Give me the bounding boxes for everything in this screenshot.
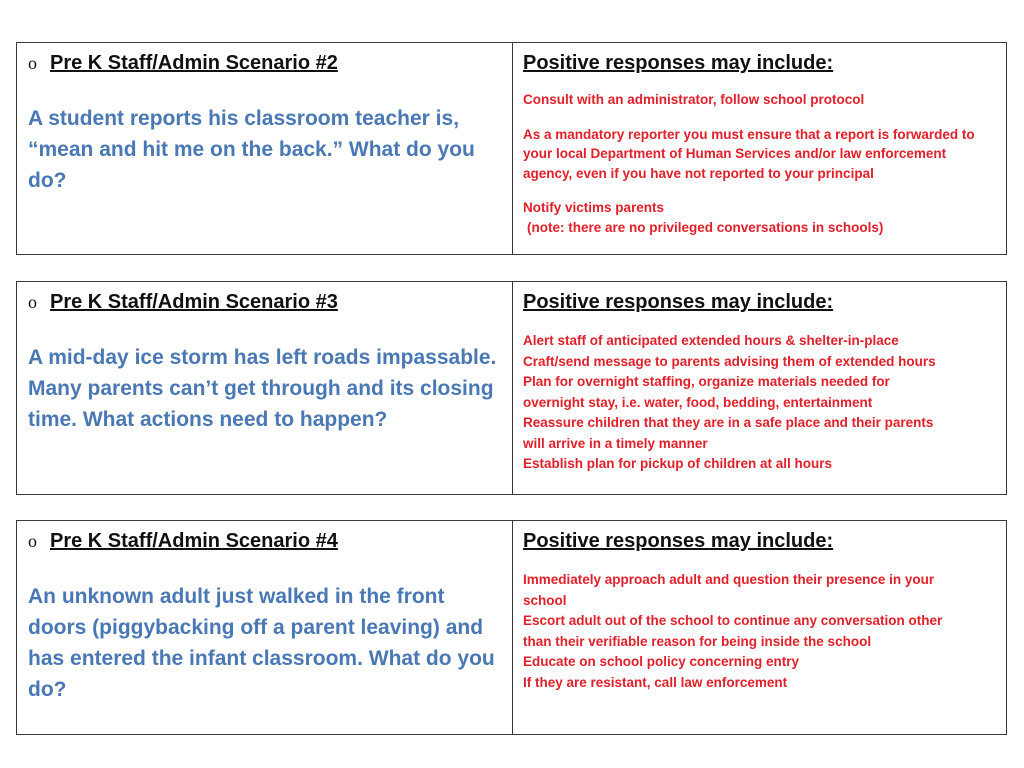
scenario-heading	[28, 52, 502, 75]
responses-panel	[513, 282, 1006, 494]
response-line: Immediately approach adult and question their presence in your	[523, 572, 935, 587]
response-line: your local Department of Human Services and/or law enforcement	[523, 146, 947, 161]
scenario-heading	[28, 291, 502, 314]
response-line: If they are resistant, call law enforcement	[523, 674, 788, 690]
scenario-title: Pre K Staff/Admin Scenario #2	[50, 52, 338, 74]
response-line: Escort adult out of the school to continue any conversation other	[523, 613, 943, 628]
scenario-title: Pre K Staff/Admin Scenario #4	[50, 530, 338, 552]
responses-panel	[513, 43, 1006, 254]
scenario-heading	[28, 530, 502, 553]
responses-title: Positive responses may include:	[523, 52, 834, 74]
bullet-icon: o	[28, 531, 37, 551]
responses-panel	[513, 521, 1006, 734]
responses-list	[523, 331, 996, 475]
scenario-question-panel	[17, 282, 513, 494]
response-line: Consult with an administrator, follow school protocol	[523, 92, 865, 107]
scenario-question: An unknown adult just walked in the front doors (piggybacking off a parent leaving) and has entered the infant classroom. What do you do?	[28, 585, 495, 701]
response-line: Alert staff of anticipated extended hours & shelter-in-place	[523, 333, 899, 348]
response-line: than their verifiable reason for being inside the school	[523, 633, 872, 649]
scenario-card-3	[16, 281, 1007, 495]
scenario-card-2	[16, 42, 1007, 255]
responses-list	[523, 90, 996, 237]
response-line: will arrive in a timely manner	[523, 435, 708, 451]
responses-list	[523, 570, 996, 693]
scenario-question: A mid-day ice storm has left roads impassable. Many parents can’t get through and its closing time. What actions need to happen?	[28, 346, 497, 431]
response-line: Reassure children that they are in a safe place and their parents	[523, 415, 934, 430]
response-line: (note: there are no privileged conversations in schools)	[527, 219, 884, 235]
scenario-question-panel	[17, 43, 513, 254]
response-line: school	[523, 592, 567, 608]
response-line: Establish plan for pickup of children at all hours	[523, 456, 833, 471]
scenario-title: Pre K Staff/Admin Scenario #3	[50, 291, 338, 313]
scenario-question: A student reports his classroom teacher is, “mean and hit me on the back.” What do you do?	[28, 107, 475, 192]
response-line: Educate on school policy concerning entry	[523, 654, 800, 669]
response-line: agency, even if you have not reported to your principal	[523, 165, 874, 181]
response-line: Craft/send message to parents advising them of extended hours	[523, 353, 936, 369]
response-line: As a mandatory reporter you must ensure that a report is forwarded to	[523, 126, 975, 142]
response-line: Notify victims parents	[523, 200, 665, 215]
bullet-icon: o	[28, 292, 37, 312]
response-line: overnight stay, i.e. water, food, bedding, entertainment	[523, 394, 873, 410]
scenario-question-panel	[17, 521, 513, 734]
responses-title: Positive responses may include:	[523, 530, 834, 552]
responses-title: Positive responses may include:	[523, 291, 834, 313]
bullet-icon: o	[28, 53, 37, 73]
response-line: Plan for overnight staffing, organize materials needed for	[523, 374, 890, 389]
scenario-card-4	[16, 520, 1007, 735]
